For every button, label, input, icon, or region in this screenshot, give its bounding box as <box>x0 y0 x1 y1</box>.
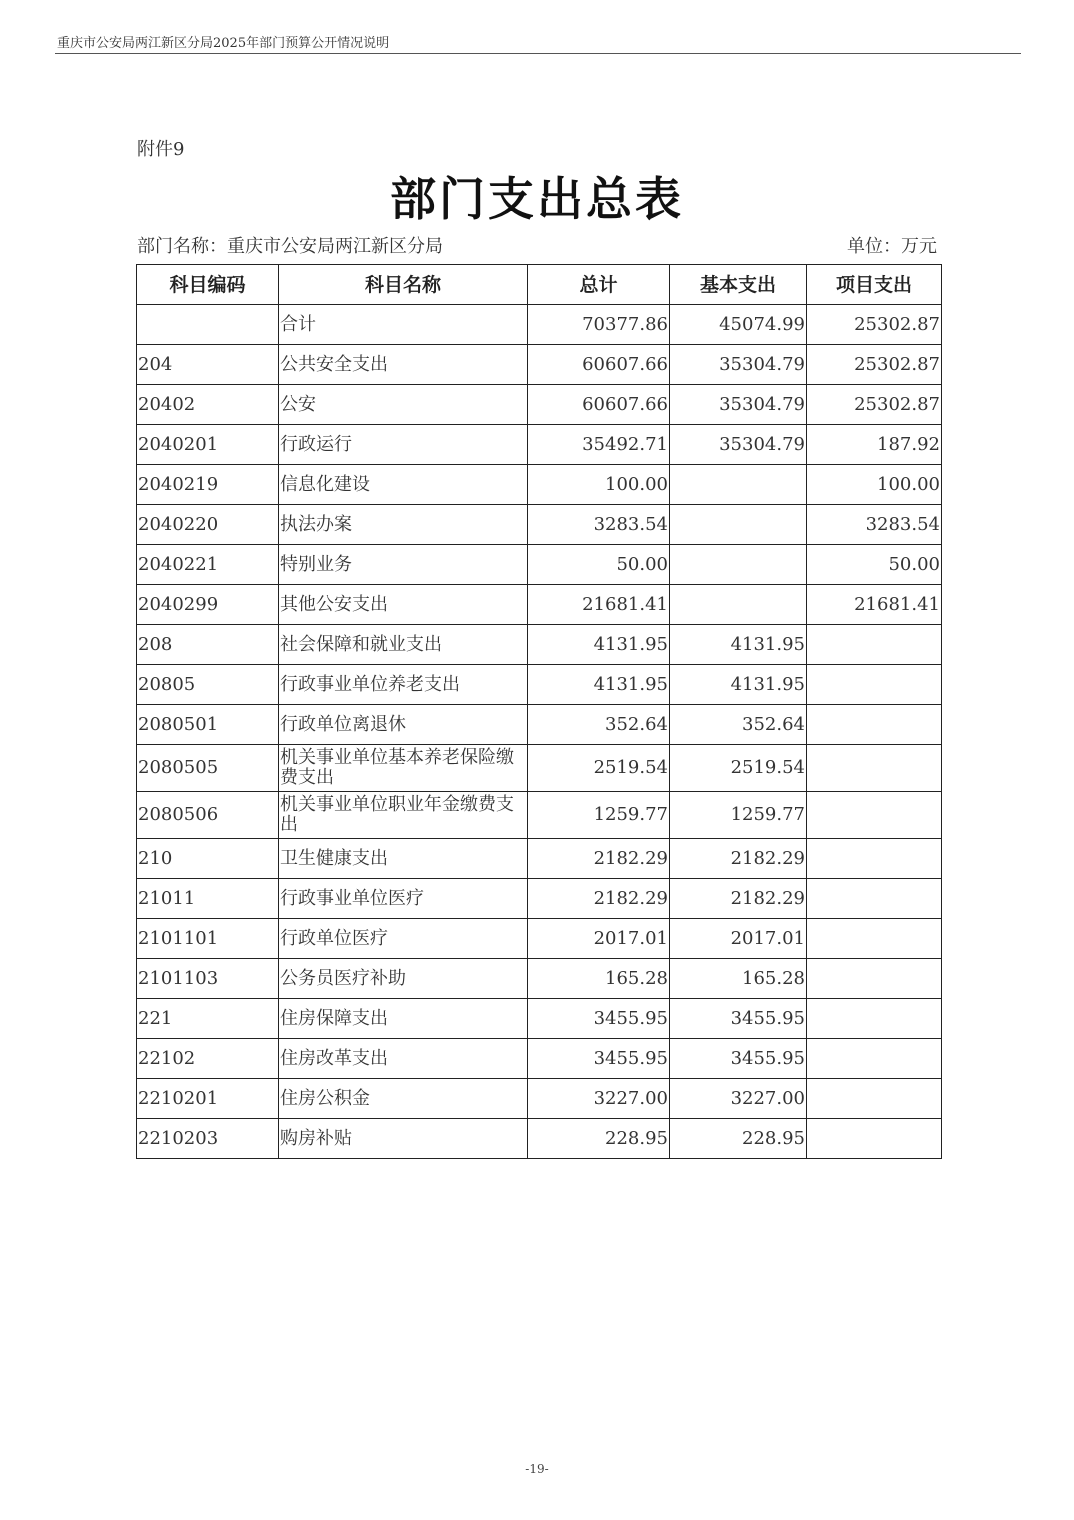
row-code-cell: 2040221 <box>137 545 279 585</box>
row-code-cell: 208 <box>137 625 279 665</box>
row-total-cell: 60607.66 <box>528 385 670 425</box>
row-name-cell: 合计 <box>279 305 528 345</box>
row-code-cell: 204 <box>137 345 279 385</box>
row-basic-cell: 165.28 <box>670 959 807 999</box>
row-project-cell <box>807 745 942 792</box>
row-project-cell: 50.00 <box>807 545 942 585</box>
row-basic-cell <box>670 465 807 505</box>
row-name-cell: 住房保障支出 <box>279 999 528 1039</box>
row-project-cell: 25302.87 <box>807 385 942 425</box>
row-basic-cell: 228.95 <box>670 1119 807 1159</box>
row-code-cell: 2040219 <box>137 465 279 505</box>
header-divider <box>55 53 1021 54</box>
row-code-cell: 2040220 <box>137 505 279 545</box>
row-code-cell: 2040299 <box>137 585 279 625</box>
table-row <box>137 425 942 465</box>
row-basic-cell: 45074.99 <box>670 305 807 345</box>
row-code-cell: 2101103 <box>137 959 279 999</box>
header-basic: 基本支出 <box>670 265 807 305</box>
row-name-cell: 购房补贴 <box>279 1119 528 1159</box>
department-name: 部门名称：重庆市公安局两江新区分局 <box>137 236 443 257</box>
table-row <box>137 1119 942 1159</box>
row-name-cell: 执法办案 <box>279 505 528 545</box>
row-code-cell: 221 <box>137 999 279 1039</box>
table-row <box>137 1039 942 1079</box>
row-code-cell: 22102 <box>137 1039 279 1079</box>
row-code-cell: 2080506 <box>137 792 279 839</box>
row-code-cell: 210 <box>137 839 279 879</box>
row-name-cell: 其他公安支出 <box>279 585 528 625</box>
table-row <box>137 345 942 385</box>
row-name-cell: 行政单位离退休 <box>279 705 528 745</box>
row-project-cell: 21681.41 <box>807 585 942 625</box>
row-name-cell: 住房改革支出 <box>279 1039 528 1079</box>
row-project-cell <box>807 879 942 919</box>
row-basic-cell: 4131.95 <box>670 625 807 665</box>
row-project-cell: 3283.54 <box>807 505 942 545</box>
row-name-cell: 特别业务 <box>279 545 528 585</box>
table-body <box>137 305 942 1159</box>
row-name-cell: 行政运行 <box>279 425 528 465</box>
row-total-cell: 3455.95 <box>528 1039 670 1079</box>
table-row <box>137 745 942 792</box>
row-total-cell: 2182.29 <box>528 879 670 919</box>
attachment-label: 附件9 <box>137 139 185 160</box>
row-basic-cell: 2519.54 <box>670 745 807 792</box>
table-row <box>137 959 942 999</box>
row-code-cell: 2101101 <box>137 919 279 959</box>
table-row <box>137 839 942 879</box>
row-code-cell: 2210201 <box>137 1079 279 1119</box>
row-code-cell: 2210203 <box>137 1119 279 1159</box>
row-total-cell: 2017.01 <box>528 919 670 959</box>
row-basic-cell: 2182.29 <box>670 879 807 919</box>
table-row <box>137 465 942 505</box>
row-basic-cell <box>670 505 807 545</box>
row-basic-cell <box>670 585 807 625</box>
table-row <box>137 665 942 705</box>
row-code-cell: 2080505 <box>137 745 279 792</box>
row-project-cell <box>807 1119 942 1159</box>
table-row <box>137 545 942 585</box>
row-name-cell: 行政事业单位医疗 <box>279 879 528 919</box>
row-total-cell: 3283.54 <box>528 505 670 545</box>
row-name-cell: 机关事业单位基本养老保险缴费支出 <box>279 745 528 792</box>
page-number: -19- <box>525 1462 549 1476</box>
table-row <box>137 305 942 345</box>
row-name-cell: 卫生健康支出 <box>279 839 528 879</box>
row-total-cell: 3227.00 <box>528 1079 670 1119</box>
row-name-cell: 机关事业单位职业年金缴费支出 <box>279 792 528 839</box>
table-row <box>137 1079 942 1119</box>
row-total-cell: 70377.86 <box>528 305 670 345</box>
row-code-cell <box>137 305 279 345</box>
row-project-cell <box>807 705 942 745</box>
table-row <box>137 999 942 1039</box>
row-total-cell: 21681.41 <box>528 585 670 625</box>
row-code-cell: 2040201 <box>137 425 279 465</box>
header-project: 项目支出 <box>807 265 942 305</box>
row-total-cell: 4131.95 <box>528 625 670 665</box>
row-name-cell: 公安 <box>279 385 528 425</box>
row-total-cell: 100.00 <box>528 465 670 505</box>
table-row <box>137 385 942 425</box>
row-project-cell: 25302.87 <box>807 305 942 345</box>
row-name-cell: 信息化建设 <box>279 465 528 505</box>
row-basic-cell: 1259.77 <box>670 792 807 839</box>
row-project-cell <box>807 665 942 705</box>
row-project-cell <box>807 792 942 839</box>
row-name-cell: 社会保障和就业支出 <box>279 625 528 665</box>
header-total: 总计 <box>528 265 670 305</box>
row-name-cell: 公共安全支出 <box>279 345 528 385</box>
row-total-cell: 352.64 <box>528 705 670 745</box>
row-name-cell: 住房公积金 <box>279 1079 528 1119</box>
header-name: 科目名称 <box>279 265 528 305</box>
row-basic-cell <box>670 545 807 585</box>
row-project-cell <box>807 839 942 879</box>
table-row <box>137 792 942 839</box>
row-total-cell: 165.28 <box>528 959 670 999</box>
unit-label: 单位：万元 <box>847 236 937 257</box>
row-basic-cell: 3455.95 <box>670 1039 807 1079</box>
table-row <box>137 585 942 625</box>
row-basic-cell: 352.64 <box>670 705 807 745</box>
header-code: 科目编码 <box>137 265 279 305</box>
row-basic-cell: 3455.95 <box>670 999 807 1039</box>
row-project-cell <box>807 1039 942 1079</box>
table-header-row <box>137 265 942 305</box>
row-basic-cell: 2182.29 <box>670 839 807 879</box>
row-total-cell: 4131.95 <box>528 665 670 705</box>
row-project-cell: 100.00 <box>807 465 942 505</box>
row-total-cell: 3455.95 <box>528 999 670 1039</box>
row-total-cell: 2519.54 <box>528 745 670 792</box>
row-total-cell: 35492.71 <box>528 425 670 465</box>
row-total-cell: 228.95 <box>528 1119 670 1159</box>
row-basic-cell: 4131.95 <box>670 665 807 705</box>
table-row <box>137 705 942 745</box>
row-name-cell: 公务员医疗补助 <box>279 959 528 999</box>
row-code-cell: 2080501 <box>137 705 279 745</box>
row-project-cell: 187.92 <box>807 425 942 465</box>
row-code-cell: 20805 <box>137 665 279 705</box>
row-basic-cell: 2017.01 <box>670 919 807 959</box>
table-row <box>137 625 942 665</box>
row-project-cell <box>807 919 942 959</box>
running-header: 重庆市公安局两江新区分局2025年部门预算公开情况说明 <box>57 36 390 51</box>
row-basic-cell: 35304.79 <box>670 345 807 385</box>
row-project-cell <box>807 1079 942 1119</box>
row-basic-cell: 3227.00 <box>670 1079 807 1119</box>
row-code-cell: 21011 <box>137 879 279 919</box>
row-project-cell <box>807 625 942 665</box>
row-project-cell <box>807 999 942 1039</box>
row-basic-cell: 35304.79 <box>670 425 807 465</box>
row-basic-cell: 35304.79 <box>670 385 807 425</box>
row-total-cell: 60607.66 <box>528 345 670 385</box>
row-total-cell: 1259.77 <box>528 792 670 839</box>
expenditure-table <box>136 264 942 1159</box>
row-total-cell: 2182.29 <box>528 839 670 879</box>
row-project-cell <box>807 959 942 999</box>
table-row <box>137 919 942 959</box>
row-project-cell: 25302.87 <box>807 345 942 385</box>
row-total-cell: 50.00 <box>528 545 670 585</box>
row-name-cell: 行政事业单位养老支出 <box>279 665 528 705</box>
page-title: 部门支出总表 <box>390 172 684 226</box>
row-code-cell: 20402 <box>137 385 279 425</box>
row-name-cell: 行政单位医疗 <box>279 919 528 959</box>
table-row <box>137 879 942 919</box>
table-row <box>137 505 942 545</box>
